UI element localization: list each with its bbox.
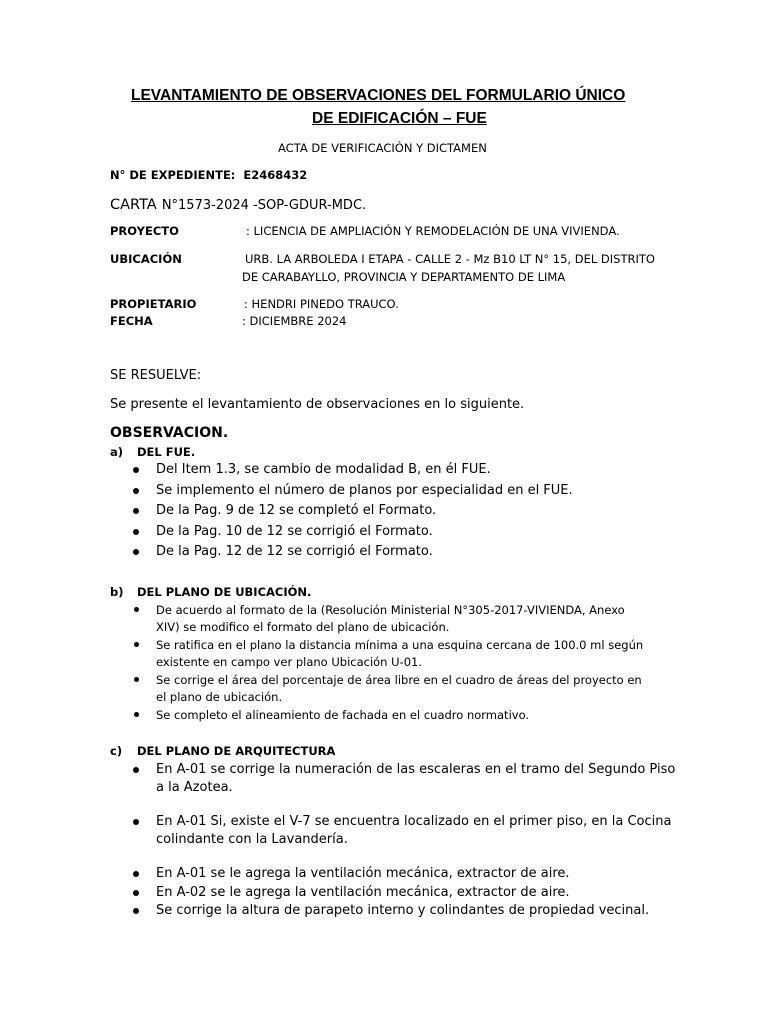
section-c-item: En A-01 se corrige la numeración de las escaleras en el tramo del Segundo Piso [156,762,676,777]
bullet-icon [133,467,139,473]
se-resuelve: SE RESUELVE: [110,368,202,383]
section-b-item: De acuerdo al formato de la (Resolución Ministerial N°305-2017-VIVIENDA, Anexo [156,603,625,617]
section-b-item: Se completo el alineamiento de fachada en el cuadro normativo. [156,708,530,722]
bullet-icon [133,508,139,514]
bullet-icon [133,819,139,825]
intro-text: Se presente el levantamiento de observaciones en lo siguiente. [110,397,525,412]
expediente-value: E2468432 [243,168,308,182]
section-b-item: Se ratifica en el plano la distancia mínima a una esquina cercana de 100.0 ml según [156,638,644,652]
bullet-icon [133,767,139,773]
bullet-icon [134,642,139,647]
section-a-item: De la Pag. 9 de 12 se completó el Formato. [156,503,437,518]
observacion-heading: OBSERVACION. [110,425,229,441]
section-c-item-cont: a la Azotea. [156,780,233,795]
expediente-row [110,168,307,182]
propietario-label: PROPIETARIO [110,297,197,311]
carta-label: CARTA [110,197,157,213]
bullet-icon [134,712,139,717]
carta-row [110,194,366,213]
title-line-1: LEVANTAMIENTO DE OBSERVACIONES DEL FORMULARIO ÚNICO [131,87,626,104]
bullet-icon [134,607,139,612]
title-edificacion: EDIFICACIÓN – FUE [337,110,487,127]
section-a-item: De la Pag. 12 de 12 se corrigió el Formato. [156,544,433,559]
section-a-marker: a) [110,445,124,459]
section-b-item: Se corrige el área del porcentaje de área libre en el cuadro de áreas del proyecto en [156,673,642,687]
section-a-title: DEL FUE. [137,445,196,459]
section-c-item: En A-02 se le agrega la ventilación mecánica, extractor de aire. [156,885,570,900]
title-de: DE [312,110,334,127]
proyecto-label: PROYECTO [110,224,179,238]
bullet-icon [133,871,139,877]
bullet-icon [134,677,139,682]
section-b-title: DEL PLANO DE UBICACIÓN. [137,585,312,599]
carta-value: N°1573-2024 -SOP-GDUR-MDC. [161,198,367,213]
section-a-item: Se implemento el número de planos por especialidad en el FUE. [156,483,573,498]
ubicacion-label: UBICACIÓN [110,252,182,266]
section-c-item-cont: colindante con la Lavandería. [156,832,348,847]
section-c-title: DEL PLANO DE ARQUITECTURA [137,744,336,758]
section-c-item: En A-01 Si, existe el V-7 se encuentra localizado en el primer piso, en la Cocina [156,814,672,829]
section-c-marker: c) [110,744,123,758]
section-b-marker: b) [110,585,124,599]
fecha-value: : DICIEMBRE 2024 [242,314,347,328]
bullet-icon [133,549,139,555]
bullet-icon [133,488,139,494]
section-c-item: Se corrige la altura de parapeto interno y colindantes de propiedad vecinal. [156,903,650,918]
bullet-icon [133,529,139,535]
fecha-label: FECHA [110,314,153,328]
subtitle: ACTA DE VERIFICACIÓN Y DICTAMEN [278,141,487,155]
bullet-icon [133,890,139,896]
section-c-item: En A-01 se le agrega la ventilación mecánica, extractor de aire. [156,866,570,881]
section-a-item: Del Item 1.3, se cambio de modalidad B, en él FUE. [156,462,491,477]
ubicacion-value-2: DE CARABAYLLO, PROVINCIA Y DEPARTAMENTO DE LIMA [242,270,566,284]
section-b-item-cont: existente en campo ver plano Ubicación U-01. [156,655,422,669]
section-b-item-cont: XIV) se modifico el formato del plano de ubicación. [156,620,450,634]
ubicacion-value-1: URB. LA ARBOLEDA I ETAPA - CALLE 2 - Mz B10 LT N° 15, DEL DISTRITO [245,252,655,266]
propietario-value: : HENDRI PINEDO TRAUCO. [244,297,399,311]
title-line-2 [312,110,487,128]
proyecto-value: : LICENCIA DE AMPLIACIÓN Y REMODELACIÓN DE UNA VIVIENDA. [246,224,620,238]
expediente-label: N° DE EXPEDIENTE: [110,168,236,182]
section-b-item-cont: el plano de ubicación. [156,690,283,704]
bullet-icon [133,908,139,914]
section-a-item: De la Pag. 10 de 12 se corrigió el Formato. [156,524,433,539]
